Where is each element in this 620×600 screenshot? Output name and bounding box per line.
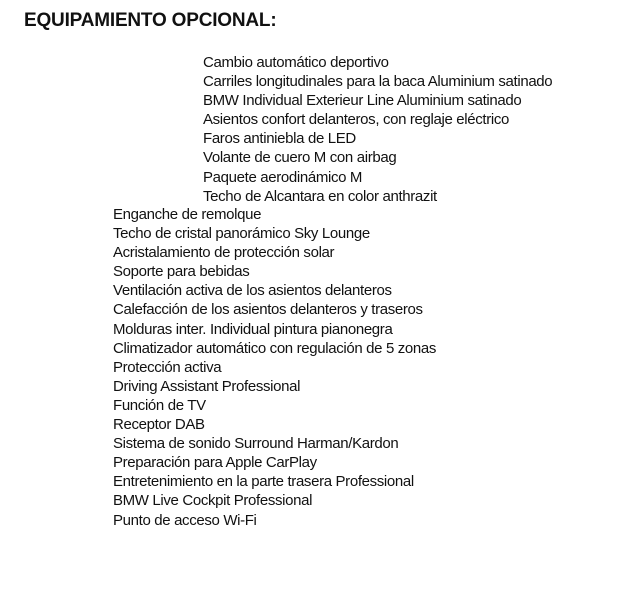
list-item: Entretenimiento en la parte trasera Professional	[113, 473, 414, 491]
list-item: BMW Live Cockpit Professional	[113, 492, 313, 510]
list-item: Volante de cuero M con airbag	[203, 149, 397, 167]
section-title: EQUIPAMIENTO OPCIONAL:	[24, 10, 277, 31]
list-item: Función de TV	[113, 396, 206, 414]
list-item: Carriles longitudinales para la baca Aluminium satinado	[203, 73, 553, 91]
list-item: Receptor DAB	[113, 416, 205, 434]
list-item: Climatizador automático con regulación de 5 zonas	[113, 339, 437, 357]
optional-equipment-main-list	[113, 205, 436, 530]
list-item: Punto de acceso Wi-Fi	[113, 511, 257, 529]
list-item: Techo de cristal panorámico Sky Lounge	[113, 225, 370, 243]
list-item: Driving Assistant Professional	[113, 377, 301, 395]
optional-equipment-indented-list	[203, 53, 552, 206]
list-item: Asientos confort delanteros, con reglaje eléctrico	[203, 111, 510, 129]
list-item: Acristalamiento de protección solar	[113, 244, 335, 262]
list-item: Protección activa	[113, 358, 222, 376]
list-item: Techo de Alcantara en color anthrazit	[203, 187, 437, 205]
list-item: Soporte para bebidas	[113, 263, 250, 281]
list-item: Faros antiniebla de LED	[203, 130, 356, 148]
list-item: Ventilación activa de los asientos delanteros	[113, 282, 392, 300]
list-item: Cambio automático deportivo	[203, 54, 389, 71]
list-item: Paquete aerodinámico M	[203, 168, 363, 186]
list-item: Sistema de sonido Surround Harman/Kardon	[113, 435, 399, 453]
list-item: Preparación para Apple CarPlay	[113, 454, 317, 472]
list-item: Molduras inter. Individual pintura pianonegra	[113, 320, 393, 338]
list-item: Enganche de remolque	[113, 206, 262, 223]
list-item: Calefacción de los asientos delanteros y traseros	[113, 301, 423, 319]
list-item: BMW Individual Exterieur Line Aluminium satinado	[203, 92, 522, 110]
